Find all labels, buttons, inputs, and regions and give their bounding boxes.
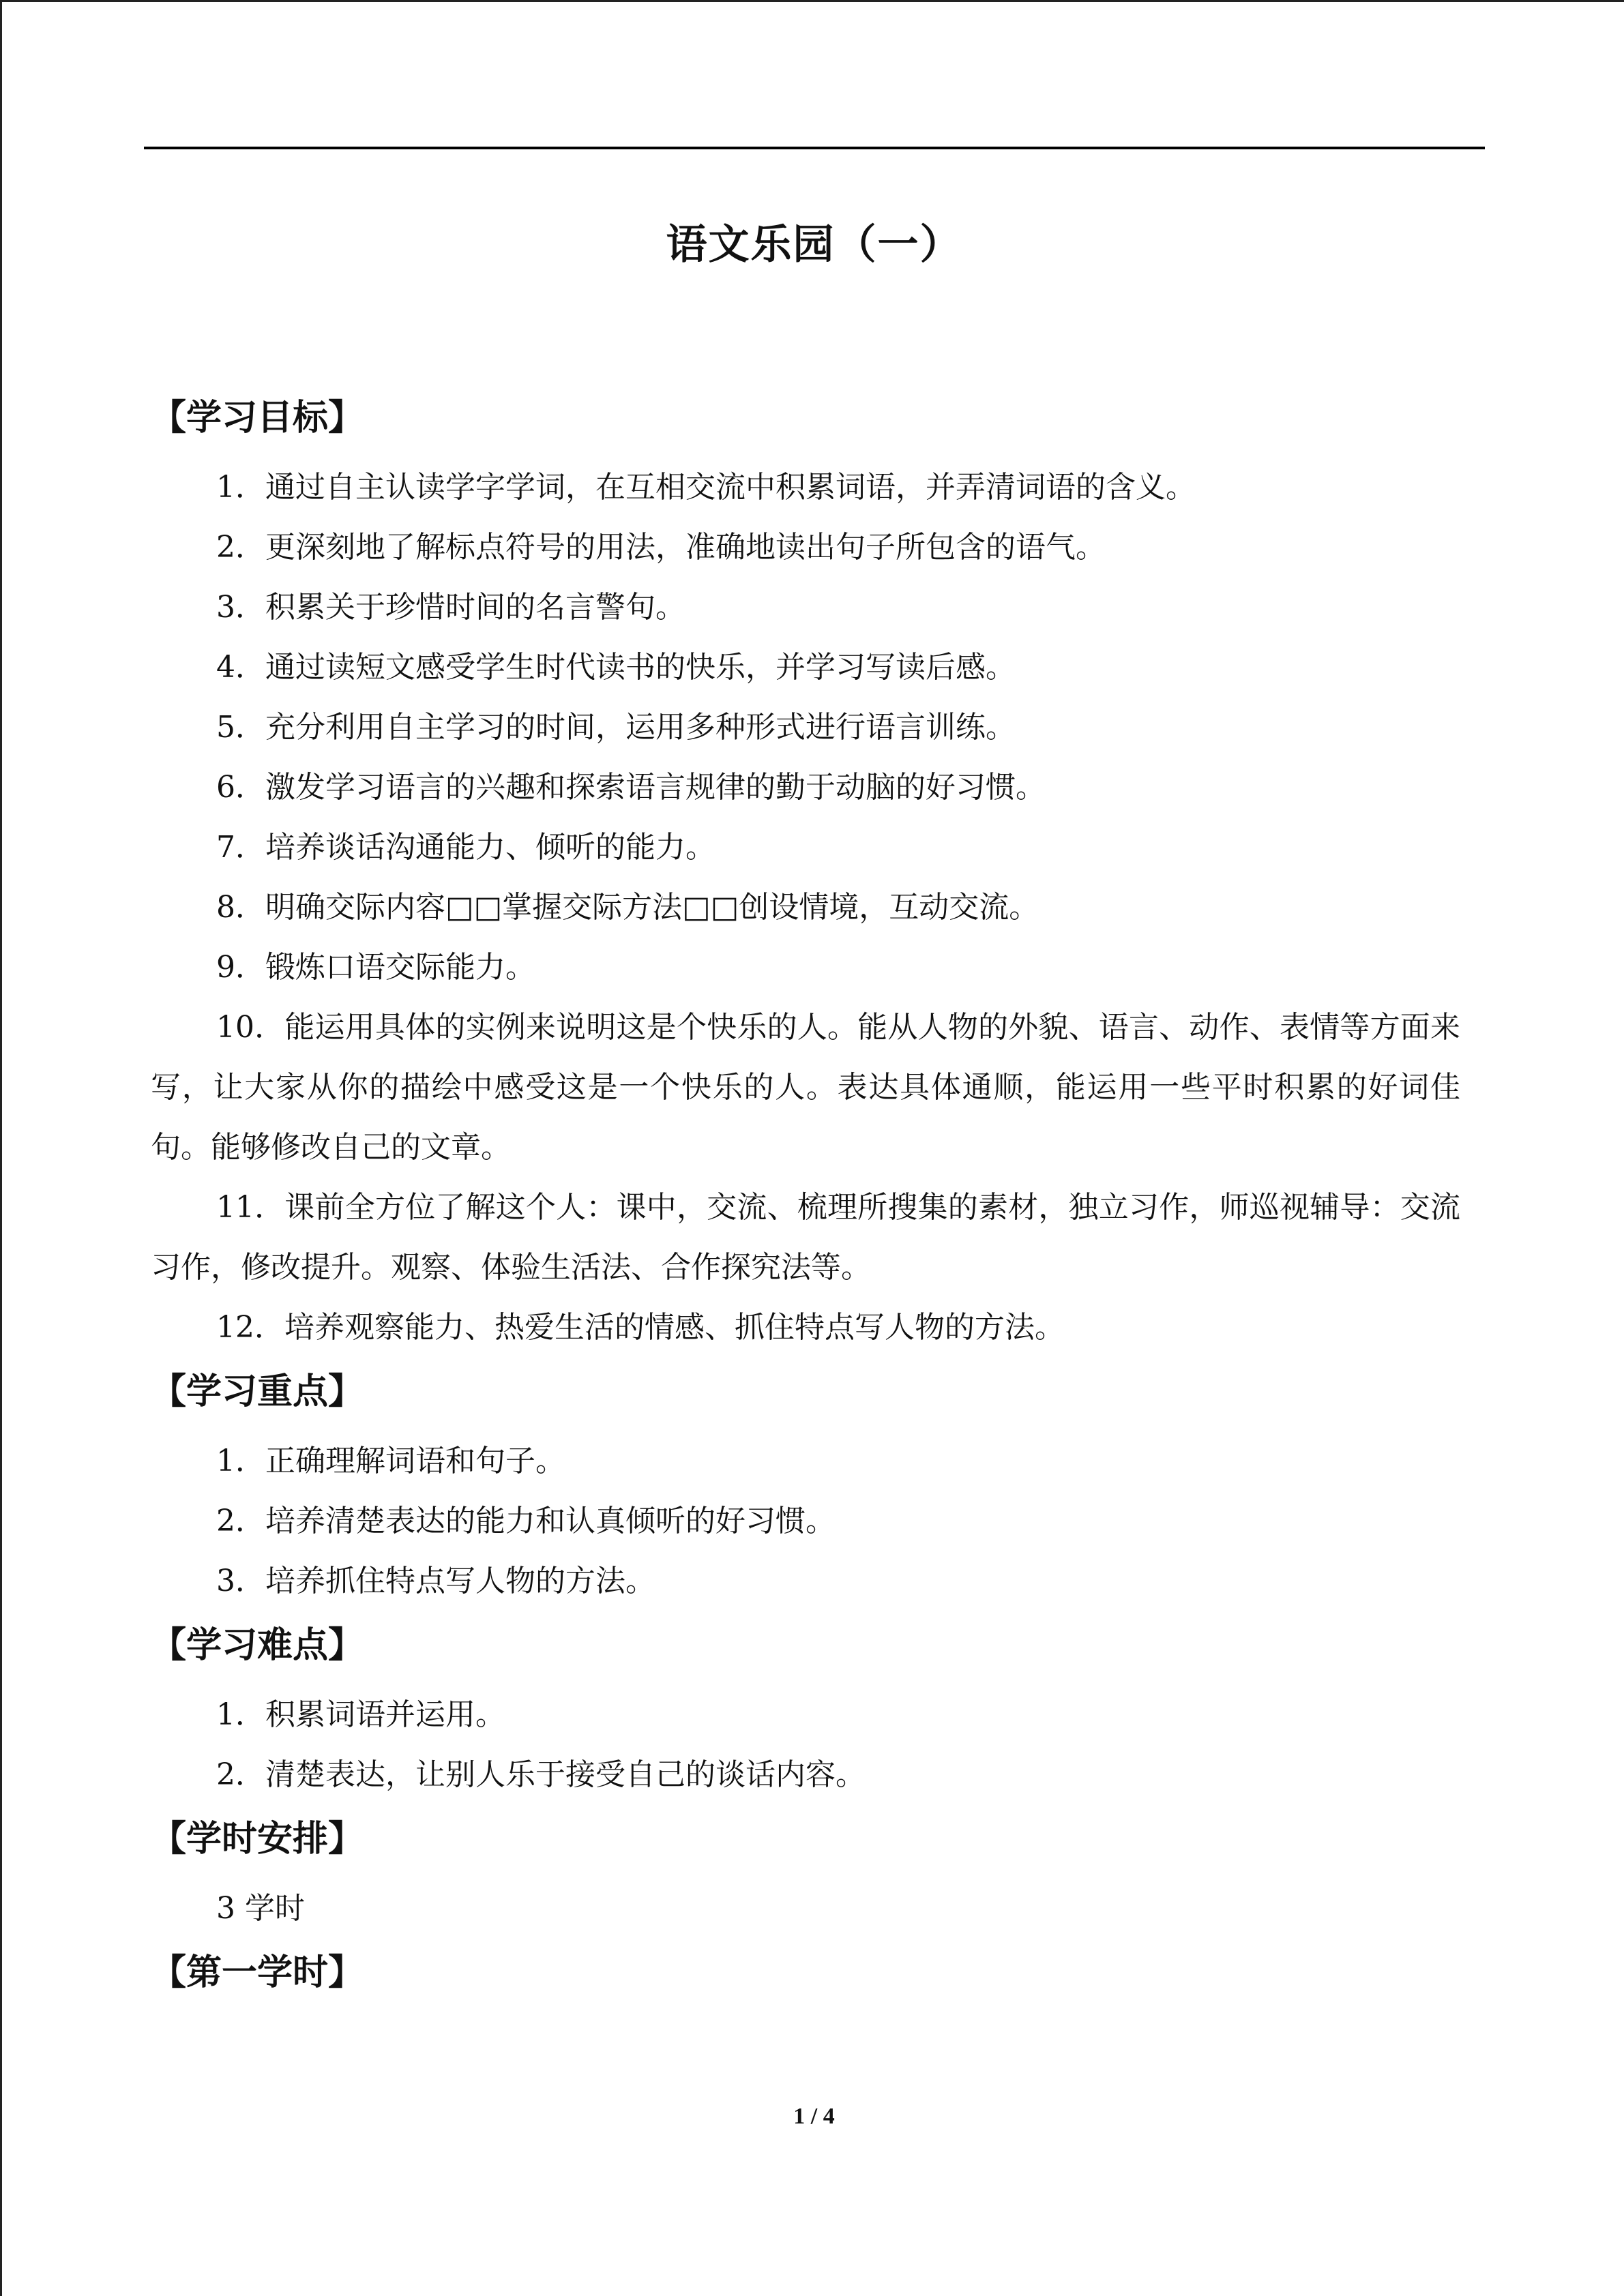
- list-item: 12．培养观察能力、热爱生活的情感、抓住特点写人物的方法。: [216, 1310, 1065, 1345]
- header-divider: [144, 147, 1485, 149]
- section-difficulties: [151, 1611, 1460, 1805]
- list-item: 3．培养抓住特点写人物的方法。: [216, 1564, 655, 1598]
- list-item: 2．清楚表达，让别人乐于接受自己的谈话内容。: [216, 1757, 866, 1792]
- list-item: 3 学时: [216, 1891, 305, 1926]
- list-item: 1．正确理解词语和句子。: [216, 1444, 565, 1478]
- list-item: 11．课前全方位了解这个人：课中，交流、梳理所搜集的素材，独立习作，师巡视辅导：交流习作，修改提升。观察、体验生活法、合作探究法等。: [151, 1190, 1460, 1285]
- list-item: 8．明确交际内容□□掌握交际方法□□创设情境，互动交流。: [216, 890, 1039, 925]
- section-heading: 【第一学时】: [151, 1952, 364, 1993]
- section-heading: 【学习重点】: [151, 1371, 364, 1412]
- list-item: 1．积累词语并运用。: [216, 1697, 505, 1732]
- list-item: 7．培养谈话沟通能力、倾听的能力。: [216, 830, 715, 865]
- section-schedule: [151, 1805, 1460, 1939]
- page-number: 1 / 4: [793, 2104, 835, 2129]
- list-item: 9．锻炼口语交际能力。: [216, 950, 535, 985]
- document-body: [151, 384, 1460, 2007]
- section-heading: 【学时安排】: [151, 1818, 364, 1860]
- page-title: 语文乐园（一）: [666, 221, 962, 269]
- section-heading: 【学习难点】: [151, 1624, 364, 1666]
- list-item: 5．充分利用自主学习的时间，运用多种形式进行语言训练。: [216, 710, 1016, 745]
- list-item: 1．通过自主认读学字学词，在互相交流中积累词语，并弄清词语的含义。: [216, 470, 1196, 505]
- list-item: 2．更深刻地了解标点符号的用法，准确地读出句子所包含的语气。: [216, 530, 1106, 565]
- section-heading: 【学习目标】: [151, 397, 364, 438]
- section-key-points: [151, 1358, 1460, 1611]
- list-item: 3．积累关于珍惜时间的名言警句。: [216, 590, 685, 625]
- list-item: 4．通过读短文感受学生时代读书的快乐，并学习写读后感。: [216, 650, 1016, 685]
- list-item: 2．培养清楚表达的能力和认真倾听的好习惯。: [216, 1504, 836, 1538]
- section-learning-goals: [151, 384, 1460, 1358]
- list-item: 10．能运用具体的实例来说明这是个快乐的人。能从人物的外貌、语言、动作、表情等方面来写，让大家从你的描绘中感受这是一个快乐的人。表达具体通顺，能运用一些平时积累的好词佳句。能够修改自己的文章。: [151, 1010, 1460, 1165]
- section-first-period: [151, 1939, 1460, 2007]
- list-item: 6．激发学习语言的兴趣和探索语言规律的勤于动脑的好习惯。: [216, 770, 1046, 805]
